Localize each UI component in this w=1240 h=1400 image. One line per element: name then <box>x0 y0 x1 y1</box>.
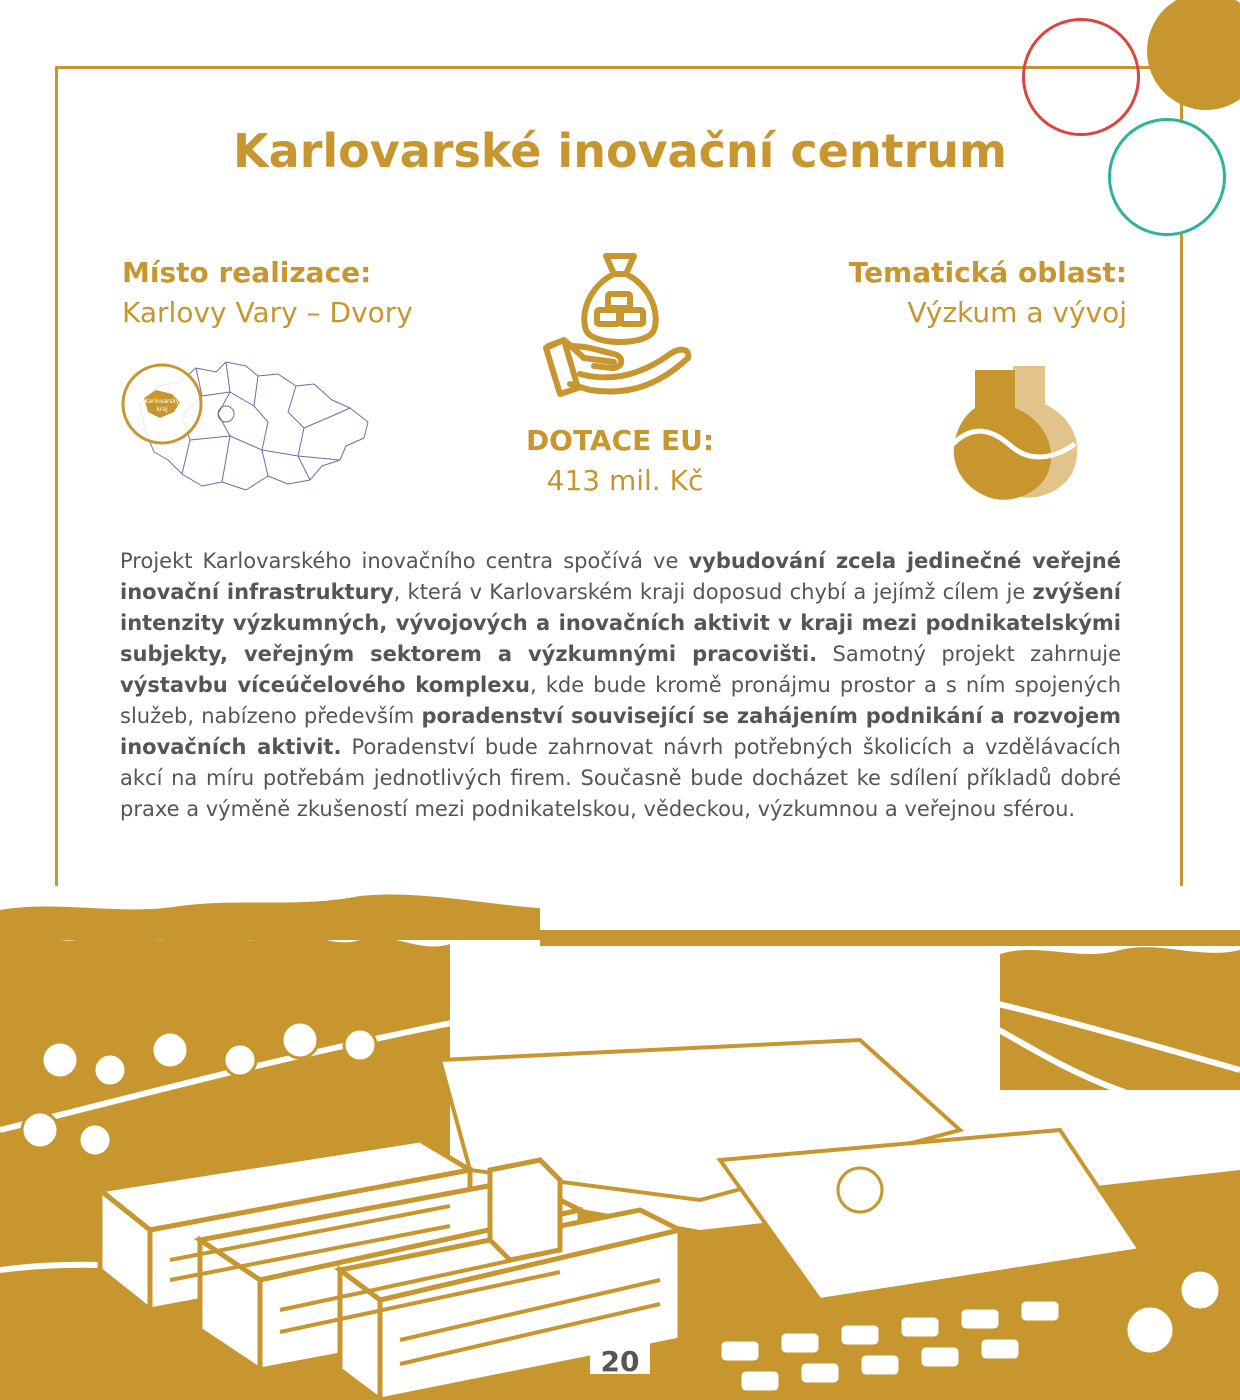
desc-part-3: Samotný projekt zahrnuje <box>817 642 1122 666</box>
czech-map-icon <box>118 356 378 496</box>
desc-bold-2: zvýšení intenzity výzkumných, vývojových a inovačních aktivit v kraji mezi podnikatelskými subjekty, veřejným sektorem a výzkumnými pracovišti. <box>120 580 1121 666</box>
map-region-label-2: kraj <box>156 406 168 413</box>
desc-bold-1: vybudování zcela jedinečné veřejné inovační infrastruktury <box>120 549 1121 604</box>
research-flask-icon <box>945 362 1085 502</box>
grant-value: 413 mil. Kč <box>546 464 704 497</box>
project-description <box>120 546 1121 825</box>
location-value: Karlovy Vary – Dvory <box>122 296 413 329</box>
location-label: Místo realizace: <box>122 256 372 289</box>
desc-bold-3: výstavbu víceúčelového komplexu <box>120 673 530 697</box>
desc-part-4: , kde bude kromě pronájmu prostor a s ním spojených služeb, nabízeno především <box>120 673 1122 728</box>
campus-illustration <box>0 870 1240 1400</box>
map-region-label: Karlovarský <box>144 398 180 405</box>
theme-value: Výzkum a vývoj <box>907 296 1127 329</box>
page-title: Karlovarské inovační centrum <box>233 124 1007 178</box>
money-bag-hand-icon <box>540 250 700 400</box>
grant-label: DOTACE EU: <box>525 424 715 457</box>
desc-part-5: Poradenství bude zahrnovat návrh potřebných školicích a vzdělávacích akcí na míru potřebám jednotlivých firem. Současně bude docházet ke sdílení příkladů dobré praxe a výměně zkušeností mezi podnikatelskou, vědeckou, výzkumnou a veřejnou sférou. <box>120 735 1121 821</box>
desc-part-2: , která v Karlovarském kraji doposud chybí a jejímž cílem je <box>393 580 1033 604</box>
theme-label: Tematická oblast: <box>848 256 1127 289</box>
desc-bold-4: poradenství související se zahájením podnikání a rozvojem inovačních aktivit. <box>120 704 1121 759</box>
decor-circle-red <box>1022 18 1140 136</box>
page-number: 20 <box>600 1345 640 1378</box>
desc-part-1: Projekt Karlovarského inovačního centra spočívá ve <box>120 549 689 573</box>
